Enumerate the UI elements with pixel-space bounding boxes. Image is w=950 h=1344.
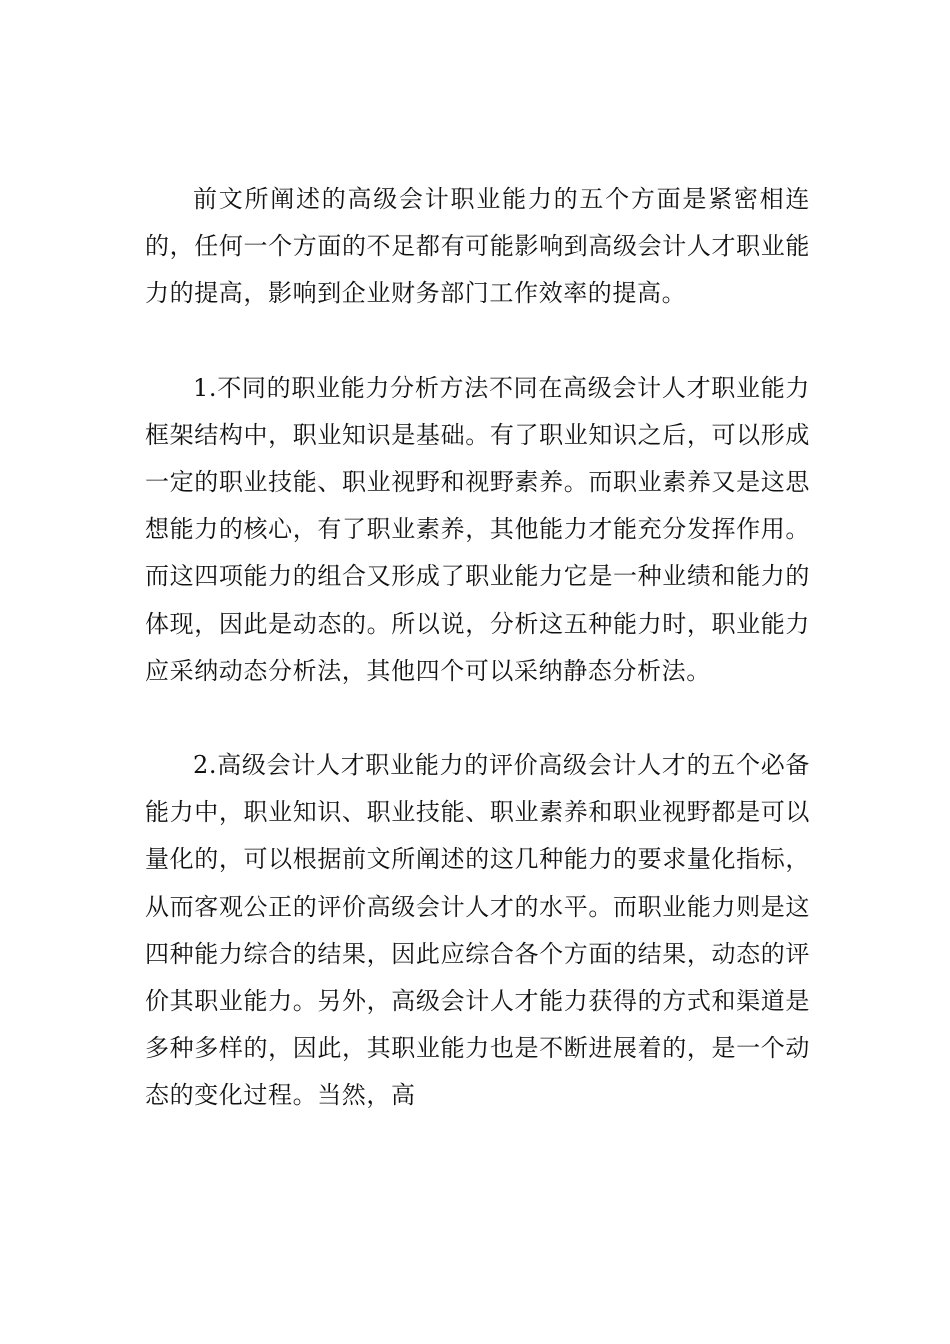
paragraph-section-2: 2.高级会计人才职业能力的评价高级会计人才的五个必备能力中，职业知识、职业技能、职业素养和职业视野都是可以量化的，可以根据前文所阐述的这几种能力的要求量化指标，从而客观公正的评价高级会计人才的水平。而职业能力则是这四种能力综合的结果，因此应综合各个方面的结果，动态的评价其职业能力。另外，高级会计人才能力获得的方式和渠道是多种多样的，因此，其职业能力也是不断进展着的，是一个动态的变化过程。当然，高 — [145, 751, 810, 1110]
document-page — [145, 176, 810, 1120]
paragraph-section-1: 1.不同的职业能力分析方法不同在高级会计人才职业能力框架结构中，职业知识是基础。有了职业知识之后，可以形成一定的职业技能、职业视野和视野素养。而职业素养又是这思想能力的核心，有了职业素养，其他能力才能充分发挥作用。而这四项能力的组合又形成了职业能力它是一种业绩和能力的体现，因此是动态的。所以说，分析这五种能力时，职业能力应采纳动态分析法，其他四个可以采纳静态分析法。 — [145, 373, 810, 685]
paragraph-intro: 前文所阐述的高级会计职业能力的五个方面是紧密相连的，任何一个方面的不足都有可能影响到高级会计人才职业能力的提高，影响到企业财务部门工作效率的提高。 — [145, 185, 810, 308]
